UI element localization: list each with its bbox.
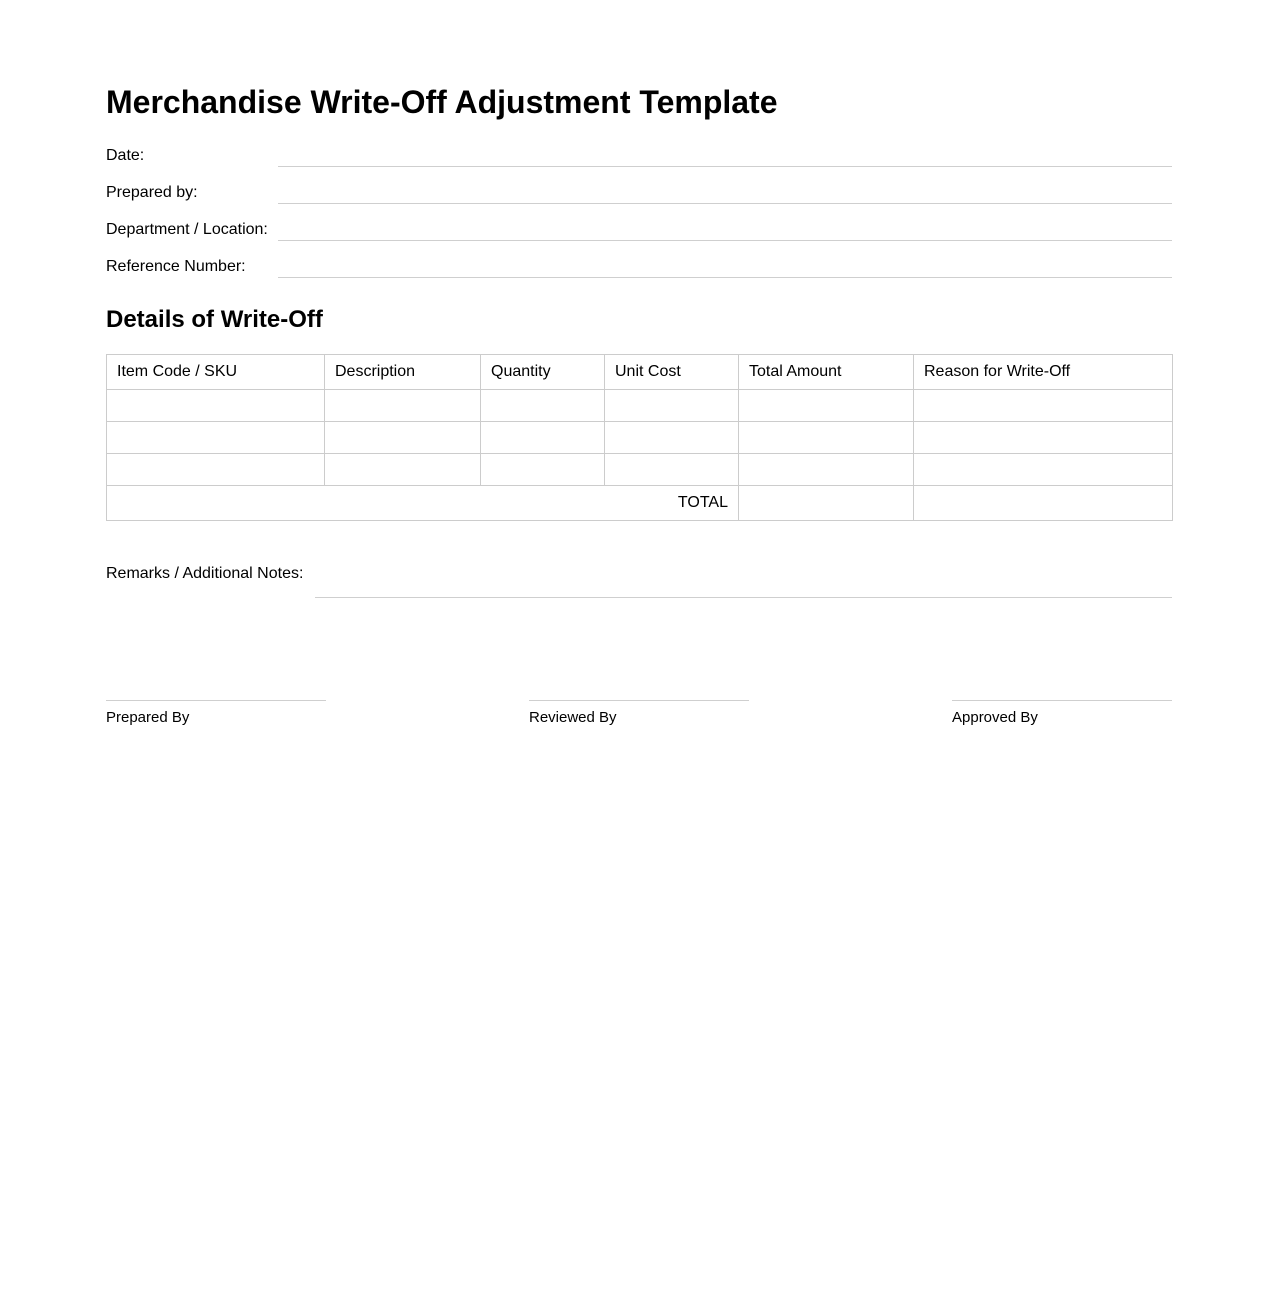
approved-by-signature: [952, 700, 1172, 727]
remarks-label: Remarks / Additional Notes:: [106, 565, 304, 582]
prepared-by-signature: [106, 700, 326, 727]
document-title: Merchandise Write-Off Adjustment Template: [106, 84, 778, 120]
cell-quantity[interactable]: [481, 390, 605, 422]
department-location-line[interactable]: [278, 240, 1172, 241]
table-header-row: [107, 355, 1173, 390]
table-row: [107, 422, 1173, 454]
reviewed-by-signature: [529, 700, 749, 727]
cell-reason[interactable]: [914, 454, 1173, 486]
reference-number-line[interactable]: [278, 277, 1172, 278]
column-header-total-amount: Total Amount: [739, 355, 914, 390]
department-location-field: [106, 220, 1172, 248]
write-off-table: [106, 354, 1173, 521]
cell-total-amount[interactable]: [739, 454, 914, 486]
column-header-unit-cost: Unit Cost: [605, 355, 739, 390]
cell-unit-cost[interactable]: [605, 422, 739, 454]
cell-quantity[interactable]: [481, 454, 605, 486]
cell-item-code[interactable]: [107, 390, 325, 422]
prepared-by-line[interactable]: [278, 203, 1172, 204]
total-row: [107, 486, 1173, 521]
column-header-reason: Reason for Write-Off: [914, 355, 1173, 390]
prepared-by-signature-line[interactable]: [106, 700, 326, 701]
table-row: [107, 454, 1173, 486]
reference-number-label: Reference Number:: [106, 258, 246, 275]
column-header-description: Description: [325, 355, 481, 390]
total-amount-cell[interactable]: [739, 486, 914, 521]
total-label: TOTAL: [107, 486, 739, 521]
prepared-by-signature-label: Prepared By: [106, 709, 190, 726]
reference-number-field: [106, 257, 1172, 285]
cell-reason[interactable]: [914, 422, 1173, 454]
date-label: Date:: [106, 147, 145, 164]
table-row: [107, 390, 1173, 422]
cell-total-amount[interactable]: [739, 390, 914, 422]
cell-total-amount[interactable]: [739, 422, 914, 454]
approved-by-signature-label: Approved By: [952, 709, 1038, 726]
cell-quantity[interactable]: [481, 422, 605, 454]
prepared-by-label: Prepared by:: [106, 184, 198, 201]
cell-description[interactable]: [325, 422, 481, 454]
cell-description[interactable]: [325, 454, 481, 486]
reviewed-by-signature-label: Reviewed By: [529, 709, 617, 726]
cell-item-code[interactable]: [107, 454, 325, 486]
cell-reason[interactable]: [914, 390, 1173, 422]
cell-unit-cost[interactable]: [605, 390, 739, 422]
remarks-line[interactable]: [315, 597, 1172, 598]
cell-description[interactable]: [325, 390, 481, 422]
total-reason-cell[interactable]: [914, 486, 1173, 521]
approved-by-signature-line[interactable]: [952, 700, 1172, 701]
column-header-item-code: Item Code / SKU: [107, 355, 325, 390]
cell-unit-cost[interactable]: [605, 454, 739, 486]
date-field: [106, 146, 1172, 174]
column-header-quantity: Quantity: [481, 355, 605, 390]
details-section-title: Details of Write-Off: [106, 306, 323, 333]
prepared-by-field: [106, 183, 1172, 211]
cell-item-code[interactable]: [107, 422, 325, 454]
department-location-label: Department / Location:: [106, 221, 268, 238]
date-line[interactable]: [278, 166, 1172, 167]
reviewed-by-signature-line[interactable]: [529, 700, 749, 701]
